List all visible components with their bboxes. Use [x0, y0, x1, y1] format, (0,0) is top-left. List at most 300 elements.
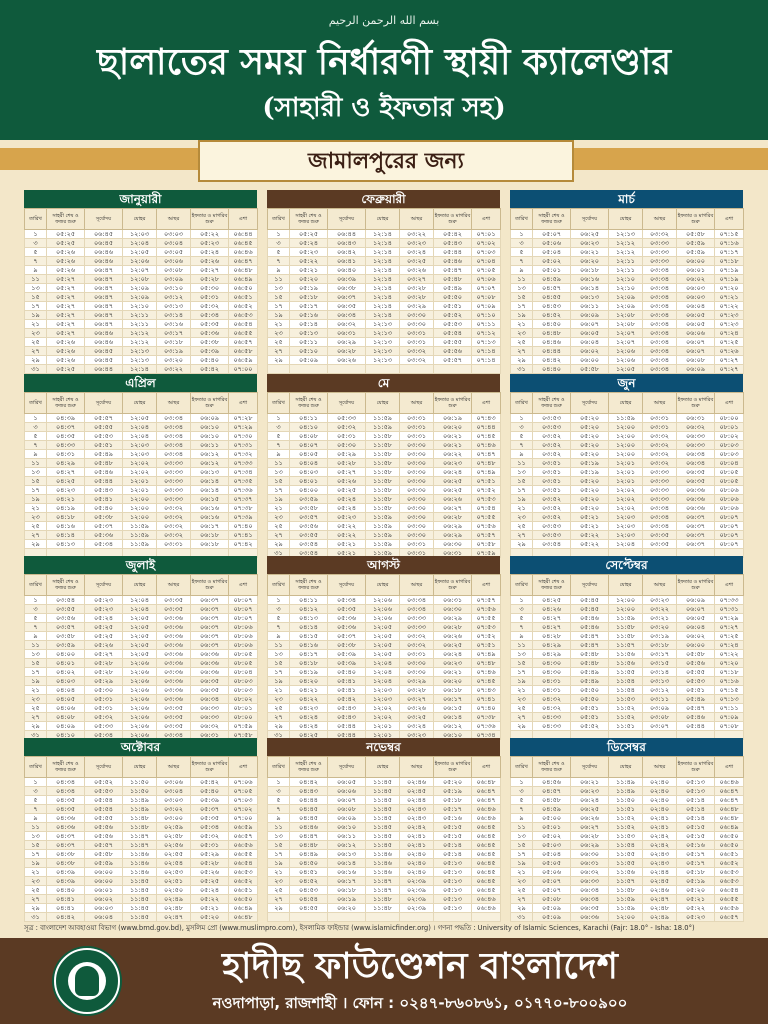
table-cell: ০৩:১৫ [643, 659, 677, 668]
table-cell: ০২:৪৭ [157, 913, 191, 922]
table-row [268, 513, 501, 522]
table-cell: ০৬:৫৭ [715, 913, 744, 922]
table-row [268, 850, 501, 859]
table-cell: ০৫:০৪ [533, 248, 571, 257]
table-cell: ০৫:২২ [677, 904, 715, 913]
table-cell: ০৭:৪৩ [472, 414, 501, 423]
table-cell: ১২:০১ [609, 459, 643, 468]
table-cell: ০৬:৫১ [715, 850, 744, 859]
table-cell: ১১:৪৮ [123, 823, 157, 832]
table-cell: ১১:৫৮ [366, 441, 400, 450]
table-cell: ০৪:১৮ [47, 513, 85, 522]
table-cell: ০৬:০৫ [328, 778, 366, 787]
table-cell: ১৯ [511, 311, 533, 320]
table-cell: ০৬:৩৭ [191, 605, 229, 614]
table-cell: ০৬:২৩ [434, 659, 472, 668]
table-cell: ৯ [511, 450, 533, 459]
table-cell: ০৪:০১ [47, 659, 85, 668]
table-cell: ১৯ [268, 495, 290, 504]
table-cell: ৭ [511, 623, 533, 632]
table-row [268, 459, 501, 468]
table-cell: ০৪:৩৫ [47, 432, 85, 441]
table-cell: ১২:০০ [609, 432, 643, 441]
table-cell: ১১:৫৯ [609, 895, 643, 904]
table-cell: ০৫:২৮ [191, 275, 229, 284]
table-cell: ০৫:০৭ [533, 886, 571, 895]
table-row [25, 230, 258, 239]
table-cell: ১২:১০ [123, 302, 157, 311]
table-cell: ০৫:৩৪ [328, 596, 366, 605]
table-cell: ০৭:১৬ [715, 677, 744, 686]
table-cell: ০৬:৪৯ [715, 823, 744, 832]
table-cell: ১১ [268, 459, 290, 468]
table-cell: ০৬:৪৫ [472, 886, 501, 895]
table-cell: ০৬:১৩ [571, 293, 609, 302]
table-cell: ০৩:৫১ [533, 486, 571, 495]
table-cell: ০৭:৩৮ [229, 504, 258, 513]
table-cell: ০৫:১৫ [434, 832, 472, 841]
table-cell: ০৬:৩৩ [191, 713, 229, 722]
table-cell: ১২:১৪ [366, 239, 400, 248]
table-cell: ০৫:২৭ [47, 320, 85, 329]
table-cell: ০৬:০২ [677, 632, 715, 641]
table-cell: ১১:৫৮ [609, 623, 643, 632]
table-cell: ০৪:৩১ [533, 677, 571, 686]
table-row [25, 841, 258, 850]
table-cell: ০৪:১৫ [290, 632, 328, 641]
table-cell: ০২:৫৫ [157, 850, 191, 859]
table-cell: ০৭:৪৯ [472, 468, 501, 477]
table-cell: ০৫:৩১ [85, 695, 123, 704]
table-header-cell: আছর [643, 757, 677, 778]
table-cell: ০৫:৪২ [328, 695, 366, 704]
table-cell: ০৫:২৬ [47, 338, 85, 347]
table-row [511, 522, 744, 531]
table-cell: ১১:৪৫ [366, 841, 400, 850]
table-cell: ১১:৫১ [609, 722, 643, 731]
table-cell: ২১ [268, 686, 290, 695]
table-cell: ০৬:১৪ [191, 477, 229, 486]
table-row [511, 311, 744, 320]
table-cell: ১২:০৪ [123, 423, 157, 432]
table-cell: ০৬:৪৭ [85, 320, 123, 329]
table-row [511, 650, 744, 659]
table-header-cell: এশা [229, 209, 258, 230]
table-row [25, 347, 258, 356]
table-cell: ১১ [511, 641, 533, 650]
table-cell: ০৮:০৬ [229, 623, 258, 632]
table-header-cell: এশা [472, 393, 501, 414]
table-cell: ১১:৫৬ [609, 650, 643, 659]
table-cell: ০৭:৫৩ [472, 623, 501, 632]
table-cell: ০৬:০১ [677, 266, 715, 275]
table-cell: ১১:৫৯ [366, 513, 400, 522]
table-cell: ০৬:৪৯ [229, 275, 258, 284]
table-cell: ১১:৪৯ [609, 787, 643, 796]
table-header-cell: ইফতার ও মাগরিব শুরু [191, 575, 229, 596]
table-cell: ০৫:৪৬ [571, 623, 609, 632]
month-block [510, 190, 743, 373]
table-cell: ০৪:৪১ [47, 895, 85, 904]
table-header-cell: তারিখ [268, 209, 290, 230]
table-cell: ১২:০৫ [366, 650, 400, 659]
table-cell: ০২:৪০ [400, 868, 434, 877]
table-cell: ১২:১৪ [366, 257, 400, 266]
table-cell: ০৫:২৭ [47, 284, 85, 293]
table-cell: ১১:৫৮ [366, 504, 400, 513]
table-cell: ০৪:৫৫ [290, 904, 328, 913]
table-cell: ৩১ [25, 365, 47, 374]
table-header-cell: আছর [643, 575, 677, 596]
table-cell: ০২:৪০ [400, 850, 434, 859]
table-cell: ০৫:২৫ [47, 365, 85, 374]
table-header-cell: এশা [715, 393, 744, 414]
table-cell: ০৪:২৫ [290, 731, 328, 740]
table-cell: ০৩:৩০ [400, 468, 434, 477]
table-cell: ০৬:৩৭ [191, 641, 229, 650]
table-cell: ০৬:২০ [434, 677, 472, 686]
table-cell: ০৬:৩৩ [677, 432, 715, 441]
table-cell: ০৬:২৩ [434, 459, 472, 468]
table-cell: ০৫:১৮ [290, 293, 328, 302]
table-cell: ০৩:৩৬ [157, 632, 191, 641]
table-cell: ১৭ [268, 486, 290, 495]
table-cell: ৩ [268, 787, 290, 796]
table-row [511, 230, 744, 239]
table-cell: ২৭ [511, 531, 533, 540]
table-cell: ০৪:২৩ [290, 704, 328, 713]
table-cell: ৩ [25, 605, 47, 614]
table-cell: ০৬:১৯ [434, 414, 472, 423]
table-cell: ০৬:৫৩ [229, 868, 258, 877]
table-row [268, 248, 501, 257]
table-row [511, 796, 744, 805]
table-cell: ০৩:৫২ [533, 513, 571, 522]
table-cell: ০৩:৩০ [400, 513, 434, 522]
table-cell: ০৬:৫৬ [229, 841, 258, 850]
table-cell: ০২:৩৯ [400, 895, 434, 904]
table-row [511, 859, 744, 868]
table-cell: ৭ [511, 805, 533, 814]
table-row [268, 356, 501, 365]
table-row [25, 713, 258, 722]
table-cell: ০৬:৩১ [434, 549, 472, 558]
table-cell: ১২:০৬ [123, 695, 157, 704]
table-cell: ১১:৫৮ [366, 450, 400, 459]
table-row [268, 495, 501, 504]
table-cell: ০৬:৪৫ [472, 859, 501, 868]
table-row [25, 686, 258, 695]
table-row [268, 823, 501, 832]
table-cell: ০৫:৪০ [191, 787, 229, 796]
table-header-cell: সাহরী শেষ ও ফজর শুরু [533, 757, 571, 778]
table-cell: ০৬:০৪ [571, 338, 609, 347]
table-cell: ০৮:০৬ [229, 632, 258, 641]
table-row [25, 329, 258, 338]
table-row [268, 859, 501, 868]
table-cell: ০৩:১৪ [643, 668, 677, 677]
table-row [511, 614, 744, 623]
table-cell: ১৩ [25, 468, 47, 477]
table-cell: ০৫:১৮ [677, 868, 715, 877]
table-cell: ০৭:০৫ [229, 787, 258, 796]
table-cell: ০৬:৪৬ [85, 257, 123, 266]
table-row [25, 414, 258, 423]
table-cell: ০৫:২৭ [47, 311, 85, 320]
table-cell: ০৬:২৮ [434, 513, 472, 522]
table-row [511, 713, 744, 722]
table-cell: ০৫:২৯ [191, 850, 229, 859]
table-cell: ১২:০৬ [609, 356, 643, 365]
table-row [25, 859, 258, 868]
table-cell: ০৩:৩১ [400, 329, 434, 338]
table-cell: ১২:০৬ [123, 677, 157, 686]
table-cell: ০৬:২৫ [434, 641, 472, 650]
table-cell: ০৫:৩০ [328, 441, 366, 450]
table-cell: ০৪:৫১ [290, 868, 328, 877]
table-cell: ০৫:২৭ [47, 302, 85, 311]
table-cell: ০২:৪৩ [400, 814, 434, 823]
table-cell: ০৩:৫২ [533, 495, 571, 504]
table-header-cell: এশা [715, 575, 744, 596]
table-cell: ০৫:৫২ [571, 722, 609, 731]
table-cell: ০৫:৪৮ [85, 459, 123, 468]
table-cell: ০৩:৫৮ [290, 504, 328, 513]
table-cell: ১২:০৪ [609, 540, 643, 549]
table-cell: ২৩ [511, 695, 533, 704]
prayer-time-table [510, 208, 744, 374]
table-row [25, 266, 258, 275]
table-header-cell: যোহর [123, 393, 157, 414]
table-cell: ১১:৫৯ [123, 531, 157, 540]
table-row [25, 275, 258, 284]
table-cell: ০৬:৪৭ [85, 266, 123, 275]
table-cell: ১২:০৪ [366, 668, 400, 677]
table-cell: ০৪:৩১ [47, 450, 85, 459]
table-cell: ১৩ [268, 468, 290, 477]
table-cell: ০৭:৩১ [229, 441, 258, 450]
table-cell: ০৪:৪৩ [290, 787, 328, 796]
table-cell: ০৭:২৭ [715, 356, 744, 365]
table-row [25, 522, 258, 531]
table-cell: ০৮:০৭ [229, 614, 258, 623]
table-cell: ০৪:৪২ [533, 356, 571, 365]
table-cell: ০৮:০৭ [229, 596, 258, 605]
table-cell: ০৭:১২ [472, 329, 501, 338]
table-cell: ০৬:৪৭ [85, 284, 123, 293]
table-cell: ০৪:০১ [290, 477, 328, 486]
table-cell: ০৫:২৭ [191, 266, 229, 275]
table-cell: ০৬:২৬ [328, 356, 366, 365]
table-header-cell: ইফতার ও মাগরিব শুরু [677, 575, 715, 596]
table-cell: ০৩:৩৩ [643, 477, 677, 486]
table-cell: ০৬:০৯ [191, 414, 229, 423]
table-cell: ০৫:৩৮ [191, 338, 229, 347]
table-cell: ০৬:৪৭ [715, 787, 744, 796]
table-cell: ০৫:৫৫ [434, 338, 472, 347]
table-cell: ০৫:৫৯ [85, 859, 123, 868]
table-row [25, 540, 258, 549]
table-cell: ০৮:০৩ [715, 450, 744, 459]
table-cell: ১২:১৩ [366, 338, 400, 347]
table-row [25, 486, 258, 495]
table-cell: ১৫ [511, 477, 533, 486]
table-cell: ১৭ [25, 302, 47, 311]
table-row [268, 302, 501, 311]
table-cell: ০৩:০২ [157, 805, 191, 814]
table-cell: ০৬:৩৫ [191, 686, 229, 695]
table-cell: ০৭:০২ [472, 239, 501, 248]
table-row [25, 659, 258, 668]
table-cell: ০৬:৩০ [571, 850, 609, 859]
table-cell: ১১:৫৪ [609, 686, 643, 695]
table-cell: ০৪:৪৮ [290, 841, 328, 850]
table-cell: ০৫:৪৮ [434, 275, 472, 284]
table-header-cell: তারিখ [511, 757, 533, 778]
table-cell: ০৬:৪৮ [229, 266, 258, 275]
table-cell: ০৩:৫২ [533, 441, 571, 450]
table-cell: ১২:০৭ [609, 338, 643, 347]
table-cell: ০৭:৪১ [472, 695, 501, 704]
table-row [25, 632, 258, 641]
table-cell: ১১:৪৯ [609, 778, 643, 787]
table-cell: ০৫:৫৩ [85, 787, 123, 796]
table-cell: ০২:৪০ [643, 805, 677, 814]
table-cell: ০৫:৫৪ [85, 805, 123, 814]
table-cell: ২৫ [25, 704, 47, 713]
table-cell: ০৭:০২ [229, 805, 258, 814]
table-cell: ০৫:২২ [191, 895, 229, 904]
table-cell: ১২:১৩ [123, 356, 157, 365]
table-row [511, 877, 744, 886]
table-cell: ০৭:২২ [715, 302, 744, 311]
table-cell: ০৩:৩৩ [400, 614, 434, 623]
table-cell: ০৭:৪৫ [472, 432, 501, 441]
month-title: মার্চ [510, 190, 743, 208]
table-cell: ০৮:০৭ [715, 540, 744, 549]
table-cell: ৩১ [25, 913, 47, 922]
table-cell: ০৩:৩৪ [157, 414, 191, 423]
table-cell: ০৪:২১ [47, 495, 85, 504]
table-cell: ০৩:১৭ [157, 329, 191, 338]
table-cell: ০৬:০৪ [85, 913, 123, 922]
table-cell: ০৮:০৭ [715, 531, 744, 540]
table-cell: ০৪:৫৩ [290, 886, 328, 895]
table-cell: ০৬:৩১ [328, 329, 366, 338]
table-cell: ৭ [25, 441, 47, 450]
table-cell: ০৫:২৫ [47, 230, 85, 239]
table-cell: ২৩ [25, 877, 47, 886]
table-cell: ১ [511, 778, 533, 787]
table-cell: ০৬:৩৫ [677, 477, 715, 486]
table-cell: ০৪:২৬ [533, 605, 571, 614]
table-cell: ৭ [511, 441, 533, 450]
table-row [268, 414, 501, 423]
table-cell: ০৬:৩৬ [191, 659, 229, 668]
table-cell: ০৬:১৮ [434, 686, 472, 695]
table-cell: ০৬:২৫ [434, 477, 472, 486]
table-cell: ০৬:৫২ [229, 302, 258, 311]
table-cell: ০৫:৪৬ [85, 468, 123, 477]
table-cell: ১৭ [25, 850, 47, 859]
table-cell: ০৩:৩৩ [400, 623, 434, 632]
table-cell: ০৫:২৪ [328, 495, 366, 504]
table-cell: ১২:০৩ [123, 450, 157, 459]
table-cell: ০৬:১৮ [571, 266, 609, 275]
table-row [25, 904, 258, 913]
table-cell: ১১:৫০ [123, 787, 157, 796]
table-cell: ০৫:৩৯ [328, 659, 366, 668]
table-cell: ০৫:১৪ [434, 841, 472, 850]
table-cell: ০৬:০১ [85, 886, 123, 895]
table-row [511, 284, 744, 293]
table-cell: ৭ [268, 623, 290, 632]
table-cell: ০৫:৩৯ [328, 650, 366, 659]
table-cell: ০৩:৫৪ [47, 596, 85, 605]
table-cell: ০২:৪৪ [643, 868, 677, 877]
table-cell: ০৬:৫১ [229, 886, 258, 895]
table-cell: ১১:৫৯ [366, 531, 400, 540]
table-cell: ০৬:১৫ [434, 704, 472, 713]
table-cell: ১২:১৩ [123, 347, 157, 356]
table-cell: ০৬:১২ [191, 450, 229, 459]
month-title: নভেম্বর [267, 738, 500, 756]
table-row [268, 504, 501, 513]
table-cell: ০৬:১৪ [328, 859, 366, 868]
month-title: সেপ্টেম্বর [510, 556, 743, 574]
table-cell: ০৩:৩১ [400, 540, 434, 549]
table-cell: ০৬:৩৫ [328, 302, 366, 311]
table-cell: ১১:৪৬ [123, 850, 157, 859]
table-cell: ১১:৫৮ [366, 468, 400, 477]
table-cell: ০৩:০৩ [157, 230, 191, 239]
table-cell: ১৭ [511, 668, 533, 677]
table-cell: ০৬:৪৫ [85, 239, 123, 248]
table-cell: ১৩ [25, 832, 47, 841]
table-cell: ০৪:০২ [47, 668, 85, 677]
table-cell: ০৩:৩৪ [643, 356, 677, 365]
table-cell: ০৫:৩৫ [191, 320, 229, 329]
table-cell: ০৮:০৬ [715, 486, 744, 495]
table-cell: ০৬:০৫ [677, 614, 715, 623]
table-cell: ০৪:৩৯ [47, 877, 85, 886]
table-cell: ০৪:৩১ [533, 686, 571, 695]
table-cell: ০৩:০৮ [643, 713, 677, 722]
table-row [268, 365, 501, 374]
table-cell: ০৫:২৫ [47, 239, 85, 248]
table-cell: ০৫:৪২ [434, 230, 472, 239]
table-cell: ০৬:০৩ [677, 293, 715, 302]
table-cell: ০৪:১৩ [290, 614, 328, 623]
table-cell: ০৪:১২ [290, 605, 328, 614]
table-cell: ২৭ [511, 713, 533, 722]
table-cell: ০৬:১৮ [191, 540, 229, 549]
table-cell: ০৩:৩২ [157, 522, 191, 531]
table-cell: ০৩:৫৭ [290, 513, 328, 522]
table-cell: ১২:১২ [123, 338, 157, 347]
table-cell: ০৪:১৬ [290, 641, 328, 650]
table-cell: ০৪:১১ [290, 414, 328, 423]
table-cell: ০৬:৪৯ [229, 904, 258, 913]
table-cell: ১১:৪৫ [123, 913, 157, 922]
table-cell: ০৪:৩৫ [47, 805, 85, 814]
table-row [268, 257, 501, 266]
table-cell: ০৫:৫৬ [434, 347, 472, 356]
table-cell: ০৩:৩৪ [643, 311, 677, 320]
table-header-cell: সূর্যোদয় [328, 757, 366, 778]
table-cell: ০৬:২৭ [434, 504, 472, 513]
table-cell: ১২:০৮ [609, 320, 643, 329]
